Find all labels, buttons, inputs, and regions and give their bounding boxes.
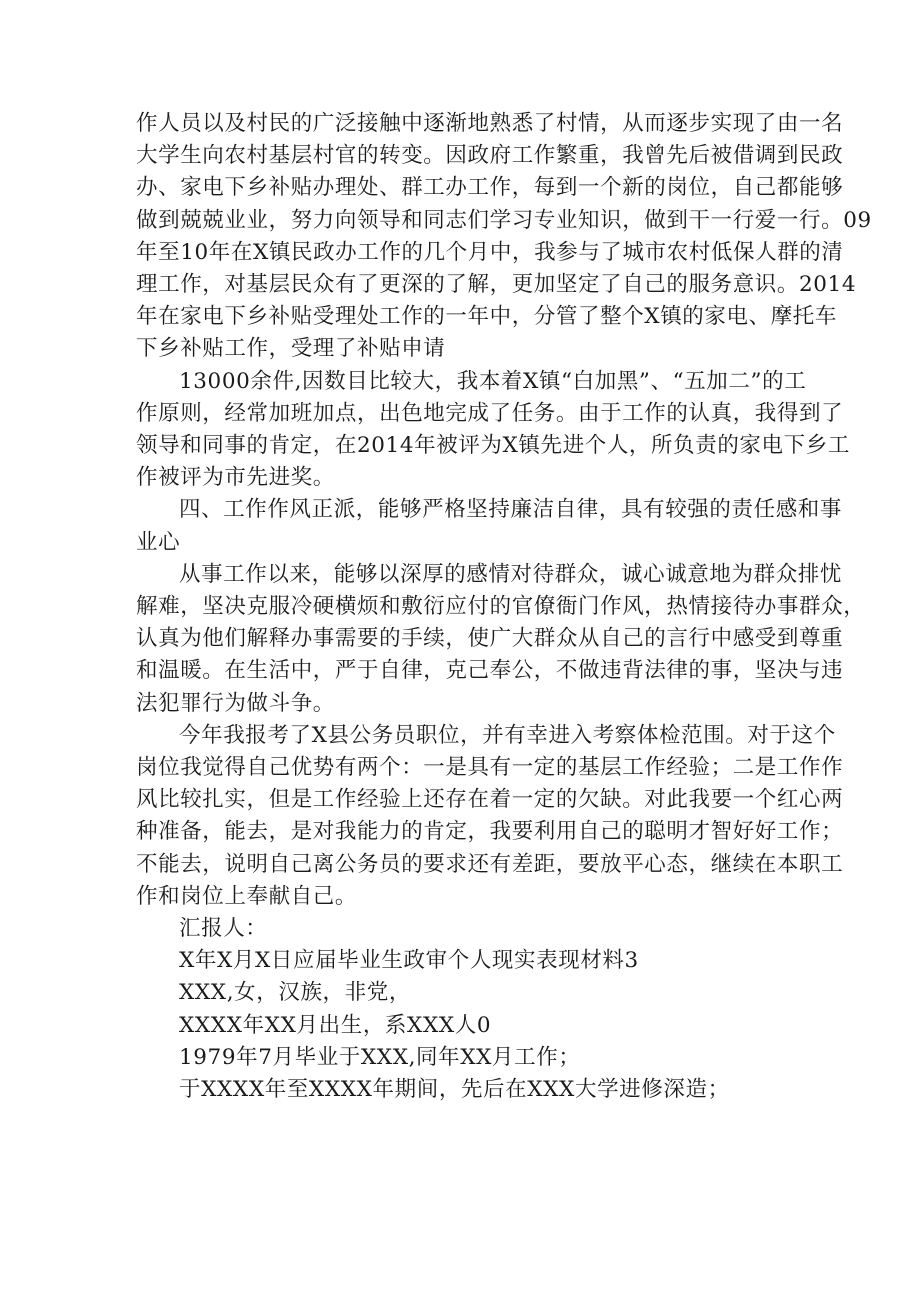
text-line: 年在家电下乡补贴受理处工作的一年中，分管了整个X镇的家电、摩托车 (136, 304, 838, 330)
text-line: 领导和同事的肯定，在2014年被评为X镇先进个人，所负责的家电下乡工 (136, 433, 850, 459)
text-line: 种准备，能去，是对我能力的肯定，我要利用自己的聪明才智好好工作； (136, 819, 844, 845)
text-line: 作被评为市先进奖。 (136, 465, 335, 491)
profile-line: 于XXXX年至XXXX年期间，先后在XXX大学进修深造； (179, 1077, 730, 1103)
paragraph-4 (136, 720, 844, 913)
text-line: 从事工作以来，能够以深厚的感情对待群众，诚心诚意地为群众排忧 (179, 561, 843, 587)
paragraph-3 (136, 559, 866, 720)
profile-line: XXX,女，汉族，非党， (179, 980, 411, 1006)
text-line: 作和岗位上奉献自己。 (136, 883, 358, 909)
text-line: 作原则，经常加班加点，出色地完成了任务。由于工作的认真，我得到了 (136, 400, 844, 426)
text-line: 办、家电下乡补贴办理处、群工办工作，每到一个新的岗位，自己都能够 (136, 175, 844, 201)
text-line: 解难，坚决克服冷硬横烦和敷衍应付的官僚衙门作风，热情接待办事群众， (136, 594, 866, 620)
text-line: 四、工作作风正派，能够严格坚持廉洁自律，具有较强的责任感和事 (179, 497, 843, 523)
text-line: 年至10年在X镇民政办工作的几个月中，我参与了城市农村低保人群的清 (136, 239, 844, 265)
text-line: 法犯罪行为做斗争。 (136, 690, 335, 716)
paragraph-1 (136, 108, 872, 366)
profile-line: XXXX年XX月出生，系XXX人0 (179, 1012, 492, 1038)
text-line: 不能去，说明自己离公务员的要求还有差距，要放平心态，继续在本职工 (136, 851, 844, 877)
paragraph-2 (136, 366, 850, 495)
paragraph-heading-4 (136, 494, 843, 558)
text-line: 风比较扎实，但是工作经验上还存在着一定的欠缺。对此我要一个红心两 (136, 787, 844, 813)
material-title: X年X月X日应届毕业生政审个人现实表现材料3 (179, 948, 639, 974)
text-line: 和温暖。在生活中，严于自律，克己奉公，不做违背法律的事，坚决与违 (136, 658, 844, 684)
text-line: 今年我报考了X县公务员职位，并有幸进入考察体检范围。对于这个 (179, 722, 836, 748)
profile-line: 1979年7月毕业于XXX,同年XX月工作； (179, 1044, 581, 1070)
text-line: 理工作，对基层民众有了更深的了解，更加坚定了自己的服务意识。2014 (136, 272, 857, 298)
text-line: 大学生向农村基层村官的转变。因政府工作繁重，我曾先后被借调到民政 (136, 143, 844, 169)
reporter-label: 汇报人： (179, 916, 268, 942)
text-line: 下乡补贴工作，受理了补贴申请 (136, 336, 446, 362)
text-line: 13000余件,因数目比较大，我本着X镇“白加黑”、“五加二”的工 (179, 368, 807, 394)
text-line: 业心 (136, 529, 181, 555)
text-line: 作人员以及村民的广泛接触中逐渐地熟悉了村情，从而逐步实现了由一名 (136, 111, 844, 136)
text-line: 岗位我觉得自己优势有两个：一是具有一定的基层工作经验；二是工作作 (136, 755, 844, 781)
text-line: 认真为他们解释办事需要的手续，使广大群众从自己的言行中感受到尊重 (136, 626, 844, 652)
text-line: 做到兢兢业业，努力向领导和同志们学习专业知识，做到干一行爱一行。09 (136, 207, 872, 233)
document-page (136, 108, 872, 1106)
